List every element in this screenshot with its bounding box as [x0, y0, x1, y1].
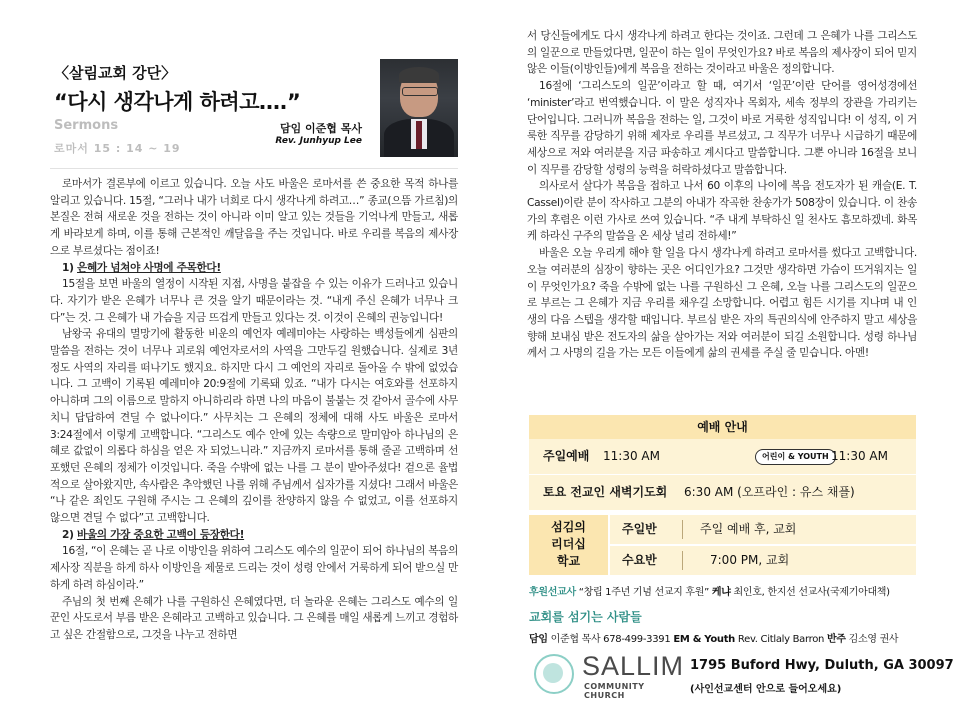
- paragraph: 남왕국 유대의 멸망기에 활동한 비운의 예언자 예레미야는 사랑하는 백성들에게 심판의 말씀을 전하는 것이 너무나 괴로워 예언자로서의 사역을 그만두길 원했습니다. 실제로 3년 정도 사역의 자리를 떠나기도 했지요. 하지만 다시 그 예언의 자리로 돌아올 수 밖에 없었습니다. 그 고백이 기록된 예레미야 20:9절에 기록돼 있죠. “내가 다시는 여호와를 선포하지 아니하며 그의 이름으로 말하지 아니하리라 하면 나의 마음이 불붙는 것 같아서 골수에 사무치니 답답하여 견딜 수 없나이다.” 사무치는 그 은혜의 정체에 대해 사도 바울은 로마서 3:24절에서 이렇게 고백합니다. “그리스도 예수 안에 있는 속량으로 말미암아 하나님의 은혜로 값없이 의롭다 하심을 얻은 자 되었느니라.” 지금까지 로마서를 통해 줄곧 고백하며 선포했던 은혜의 정체가 이것입니다. 죽을 수밖에 없는 나를 그 분이 받아주셨다! 겉으론 율법적으로 살아왔지만, 속사람은 추악했던 나를 위해 주님께서 십자가를 지셨다! 그래서 바울은 “나 같은 죄인도 구원해 주시는 그 은혜의 깊이를 찬양하지 않을 수 없었고, 이를 선포하지 않으면 견딜 수 없다”고 고백합니다.: [50, 328, 458, 525]
- worship-title: 예배 안내: [529, 415, 916, 439]
- leadership-label: 섬김의 리더십 학교: [529, 515, 608, 575]
- church-logo: [534, 651, 685, 700]
- saturday-label: 토요 전교인 새벽기도회: [543, 485, 668, 499]
- paragraph: 로마서가 결론부에 이르고 있습니다. 오늘 사도 바울은 로마서를 쓴 중요한 목적 하나를 알리고 있습니다. 15절, “그러나 내가 너희로 다시 생각나게 하려고…” 종교(으뜸 가르침)의 본질은 전혀 새로운 것을 전하는 것이 아니라 이미 알고 있는 것들을 기억나게 만들고, 새롭게 바라보게 하며, 이를 통해 근본적인 깨달음을 주는 것입니다. 바로 우리를 복음의 제사장으로 부르셨다는 점이죠!: [50, 178, 458, 257]
- saturday-time: 6:30 AM (오프라인 : 유스 채플): [684, 485, 855, 499]
- youth-time: 11:30 AM: [831, 449, 888, 463]
- section-heading-2: 2) 바울의 가장 중요한 고백이 등장한다!: [62, 528, 245, 541]
- sunday-label: 주일예배: [543, 449, 590, 463]
- paragraph: 바울은 오늘 우리게 해야 할 일을 다시 생각나게 하려고 로마서를 썼다고 고백합니다. 오늘 여러분의 심장이 향하는 곳은 어디인가요? 그것만 생각하면 가슴이 뜨거워지는 일이 무엇인가요? 죽을 수밖에 없는 나를 구원하신 그 은혜, 오늘 나를 그리스도의 일꾼으로 부르는 그 은혜가 지금 우리를 채우길 소망합니다. 어렵고 힘든 시기를 지나며 내 인생의 다음 스텝을 생각할 때입니다. 부르심 받은 자의 특권의식에 안주하지 말고 세상을 향해 보내심 받은 전도자의 삶을 살아가는 저와 여러분이 되길 소원합니다. 성령 하나님께서 그 사명의 길을 가는 모든 이들에게 삶의 권세를 주실 줄 믿습니다. 아멘!: [527, 247, 917, 360]
- left-column: [50, 176, 458, 644]
- leadership-row: 주일반 주일 예배 후, 교회: [610, 515, 916, 544]
- right-column: [527, 28, 917, 362]
- leadership-school: [529, 515, 916, 575]
- section-heading-1: 1) 은혜가 넘쳐야 사명에 주목한다!: [62, 261, 221, 274]
- pastor-name-ko: 담임 이준협 목사: [279, 122, 362, 135]
- paragraph: 서 당신들에게도 다시 생각나게 하려고 한다는 것이죠. 그런데 그 은혜가 나를 그리스도의 일꾼으로 만들었다면, 일꾼이 하는 일이 무엇인가요? 바로 복음의 제사장이 되어 믿지 않은 이들(이방인들)에게 복음을 전하는 것이라고 바울은 정의합니다.: [527, 30, 917, 76]
- pastor-portrait-icon: [380, 59, 458, 157]
- servers-title: 교회를 섬기는 사람들: [529, 610, 642, 624]
- sunday-service-row: [529, 439, 916, 475]
- paragraph: 의사로서 살다가 복음을 접하고 나서 60 이후의 나이에 복음 전도자가 된 캐슬(E. T. Cassel)이란 분이 작사하고 그분의 아내가 작곡한 찬송가가 508장이 있습니다. 이 찬송가의 후렴은 이런 가사로 쓰여 있습니다. “주 내게 부탁하신 일 천사도 흠모하겠네. 화목케 하라신 구주의 말씀을 온 세상 널리 전하세!”: [527, 180, 917, 243]
- worship-schedule: [529, 415, 916, 510]
- pastor-name-en: Rev. Junhyup Lee: [275, 136, 362, 146]
- sunday-time: 11:30 AM: [603, 449, 660, 463]
- mission-support: 후원선교사 “창립 1주년 기념 선교지 후원” 케냐 최인호, 한지선 선교사(국제기아대책): [529, 587, 890, 598]
- logo-name: SALLIM: [582, 651, 685, 681]
- series-title: 〈살림교회 강단〉: [54, 64, 177, 82]
- paragraph: 16절에 ‘그리스도의 일꾼’이라고 할 때, 여기서 ‘일꾼’이란 단어를 영어성경에선 ‘minister’라고 번역했습니다. 이 말은 성직자나 목회자, 세속 정부의 장관을 가리키는 단어입니다. 그러니까 복음을 전하는 일, 그것이 바로 거룩한 성직입니다! 이 성직, 이 거룩한 직무를 감당하기 위해 제자로 우리를 부르셨고, 그 직무가 너무나 시급하기 때문에 세상으로 저와 여러분을 지금 파송하고 계시다고 말씀합니다. 그뿐 아니라 16절을 보니 이 직무를 감당할 성령의 능력을 허락하셨다고 말씀합니다.: [527, 80, 917, 176]
- staff-list: 담임 이준협 목사 678-499-3391 EM & Youth Rev. Citlaly Barron 반주 김소영 권사: [529, 634, 899, 645]
- church-address: 1795 Buford Hwy, Duluth, GA 30097: [690, 658, 954, 673]
- logo-subtitle: COMMUNITY CHURCH: [584, 682, 645, 700]
- paragraph: 16절, “이 은혜는 곧 나로 이방인을 위하여 그리스도 예수의 일꾼이 되어 하나님의 복음의 제사장 직분을 하게 하사 이방인을 제물로 드리는 것이 성령 안에서 거룩하게 되어 받으실 만하게 하려 하심이라.”: [50, 545, 458, 591]
- paragraph: 15절을 보면 바울의 열정이 시작된 지점, 사명을 붙잡을 수 있는 이유가 드러나고 있습니다. 자기가 받은 은혜가 너무나 큰 것을 알기 때문이라는 것. “내게 주신 은혜가 너무나 크다”는 것. 그 은혜가 내 가슴을 지금 뜨겁게 만들고 있다는 것. 이것이 은혜의 권능입니다!: [50, 278, 458, 324]
- leadership-row: 수요반 7:00 PM, 교회: [610, 546, 916, 575]
- header-divider: [50, 168, 458, 169]
- scripture-reference: 로마서 15 : 14 ~ 19: [54, 142, 181, 155]
- address-note: (사인선교센터 안으로 들어오세요): [690, 684, 842, 695]
- category-label: Sermons: [54, 118, 119, 133]
- paragraph: 주님의 첫 번째 은혜가 나를 구원하신 은혜였다면, 더 놀라운 은혜는 그리스도 예수의 일꾼인 사도로서 부름 받은 은혜라고 고백하고 있습니다. 그 은혜를 매일 새롭게 느끼고 경험하고 싶은 간절함으로, 그것을 나누고 전하면: [50, 595, 458, 641]
- sermon-header: [50, 42, 458, 155]
- sermon-title: “다시 생각나게 하려고….”: [54, 90, 301, 114]
- saturday-prayer-row: [529, 475, 916, 510]
- youth-badge: 어린이 & YOUTH: [755, 449, 836, 465]
